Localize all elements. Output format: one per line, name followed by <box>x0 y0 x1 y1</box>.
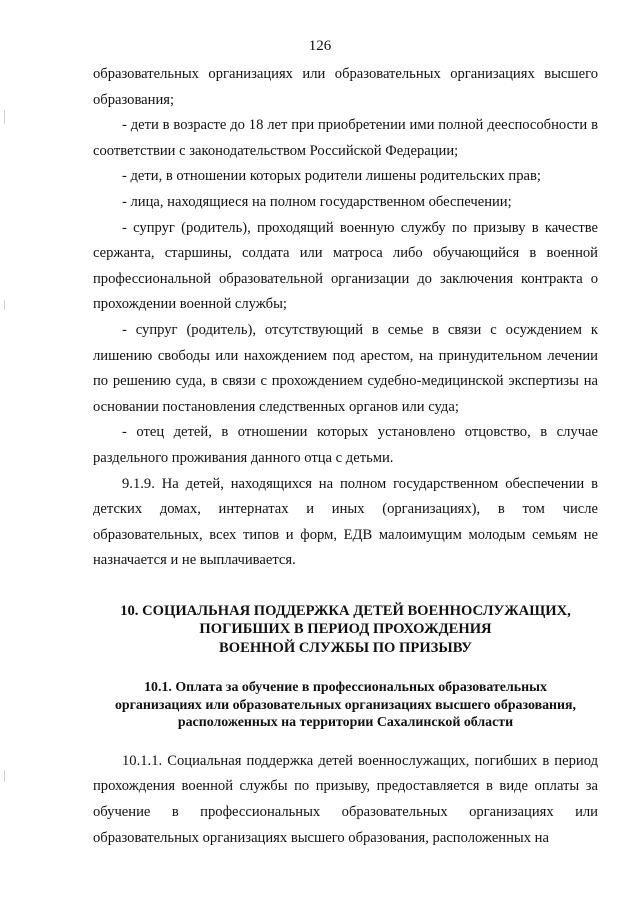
list-item: - отец детей, в отношении которых установлено отцовство, в случае раздельного проживания данного отца с детьми. <box>93 424 598 466</box>
section-heading-line: 10. СОЦИАЛЬНАЯ ПОДДЕРЖКА ДЕТЕЙ ВОЕННОСЛУЖАЩИХ, <box>120 602 571 619</box>
list-item: - лица, находящиеся на полном государственном обеспечении; <box>122 193 512 210</box>
paragraph-9-1-9: 9.1.9. На детей, находящихся на полном государственном обеспечении в детских домах, интернатах и иных (организациях), в том числе образовательных, всех типов и форм, ЕДВ малоимущим молодым семьям не назначается и не выплачивается. <box>93 475 598 569</box>
subsection-heading-line: организациях или образовательных организациях высшего образования, <box>114 697 577 713</box>
scan-edge-mark <box>4 300 5 310</box>
section-heading-line: ВОЕННОЙ СЛУЖБЫ ПО ПРИЗЫВУ <box>219 639 472 656</box>
paragraph-10-1-1: 10.1.1. Социальная поддержка детей военнослужащих, погибших в период прохождения военной службы по призыву, предоставляется в виде оплаты за обучение в профессиональных образовательных организациях или образовательных организациях высшего образования, расположенных на <box>93 752 598 846</box>
list-item: - дети в возрасте до 18 лет при приобретении ими полной дееспособности в соответствии с законодательством Российской Федерации; <box>93 117 598 159</box>
list-item: - дети, в отношении которых родители лишены родительских прав; <box>122 168 541 185</box>
section-heading <box>93 602 598 657</box>
scan-edge-mark <box>4 770 5 782</box>
page-number: 126 <box>308 38 332 54</box>
document-body <box>93 62 598 851</box>
paragraph: образовательных организациях или образовательных организациях высшего образования; <box>93 66 598 108</box>
list-item: - супруг (родитель), проходящий военную службу по призыву в качестве сержанта, старшины, солдата или матроса либо обучающийся в военной профессиональной образовательной организации до заключения контракта о прохождении военной службы; <box>93 219 598 313</box>
subsection-heading <box>93 679 598 732</box>
subsection-heading-line: расположенных на территории Сахалинской области <box>177 715 514 731</box>
scan-edge-mark <box>4 110 5 124</box>
section-heading-line: ПОГИБШИХ В ПЕРИОД ПРОХОЖДЕНИЯ <box>199 621 492 638</box>
subsection-heading-line: 10.1. Оплата за обучение в профессиональных образовательных <box>144 680 547 696</box>
list-item: - супруг (родитель), отсутствующий в семье в связи с осуждением к лишению свободы или нахождением под арестом, на принудительном лечении по решению суда, в связи с прохождением судебно-медицинской экспертизы на основании постановления следственных органов или суда; <box>93 321 598 415</box>
